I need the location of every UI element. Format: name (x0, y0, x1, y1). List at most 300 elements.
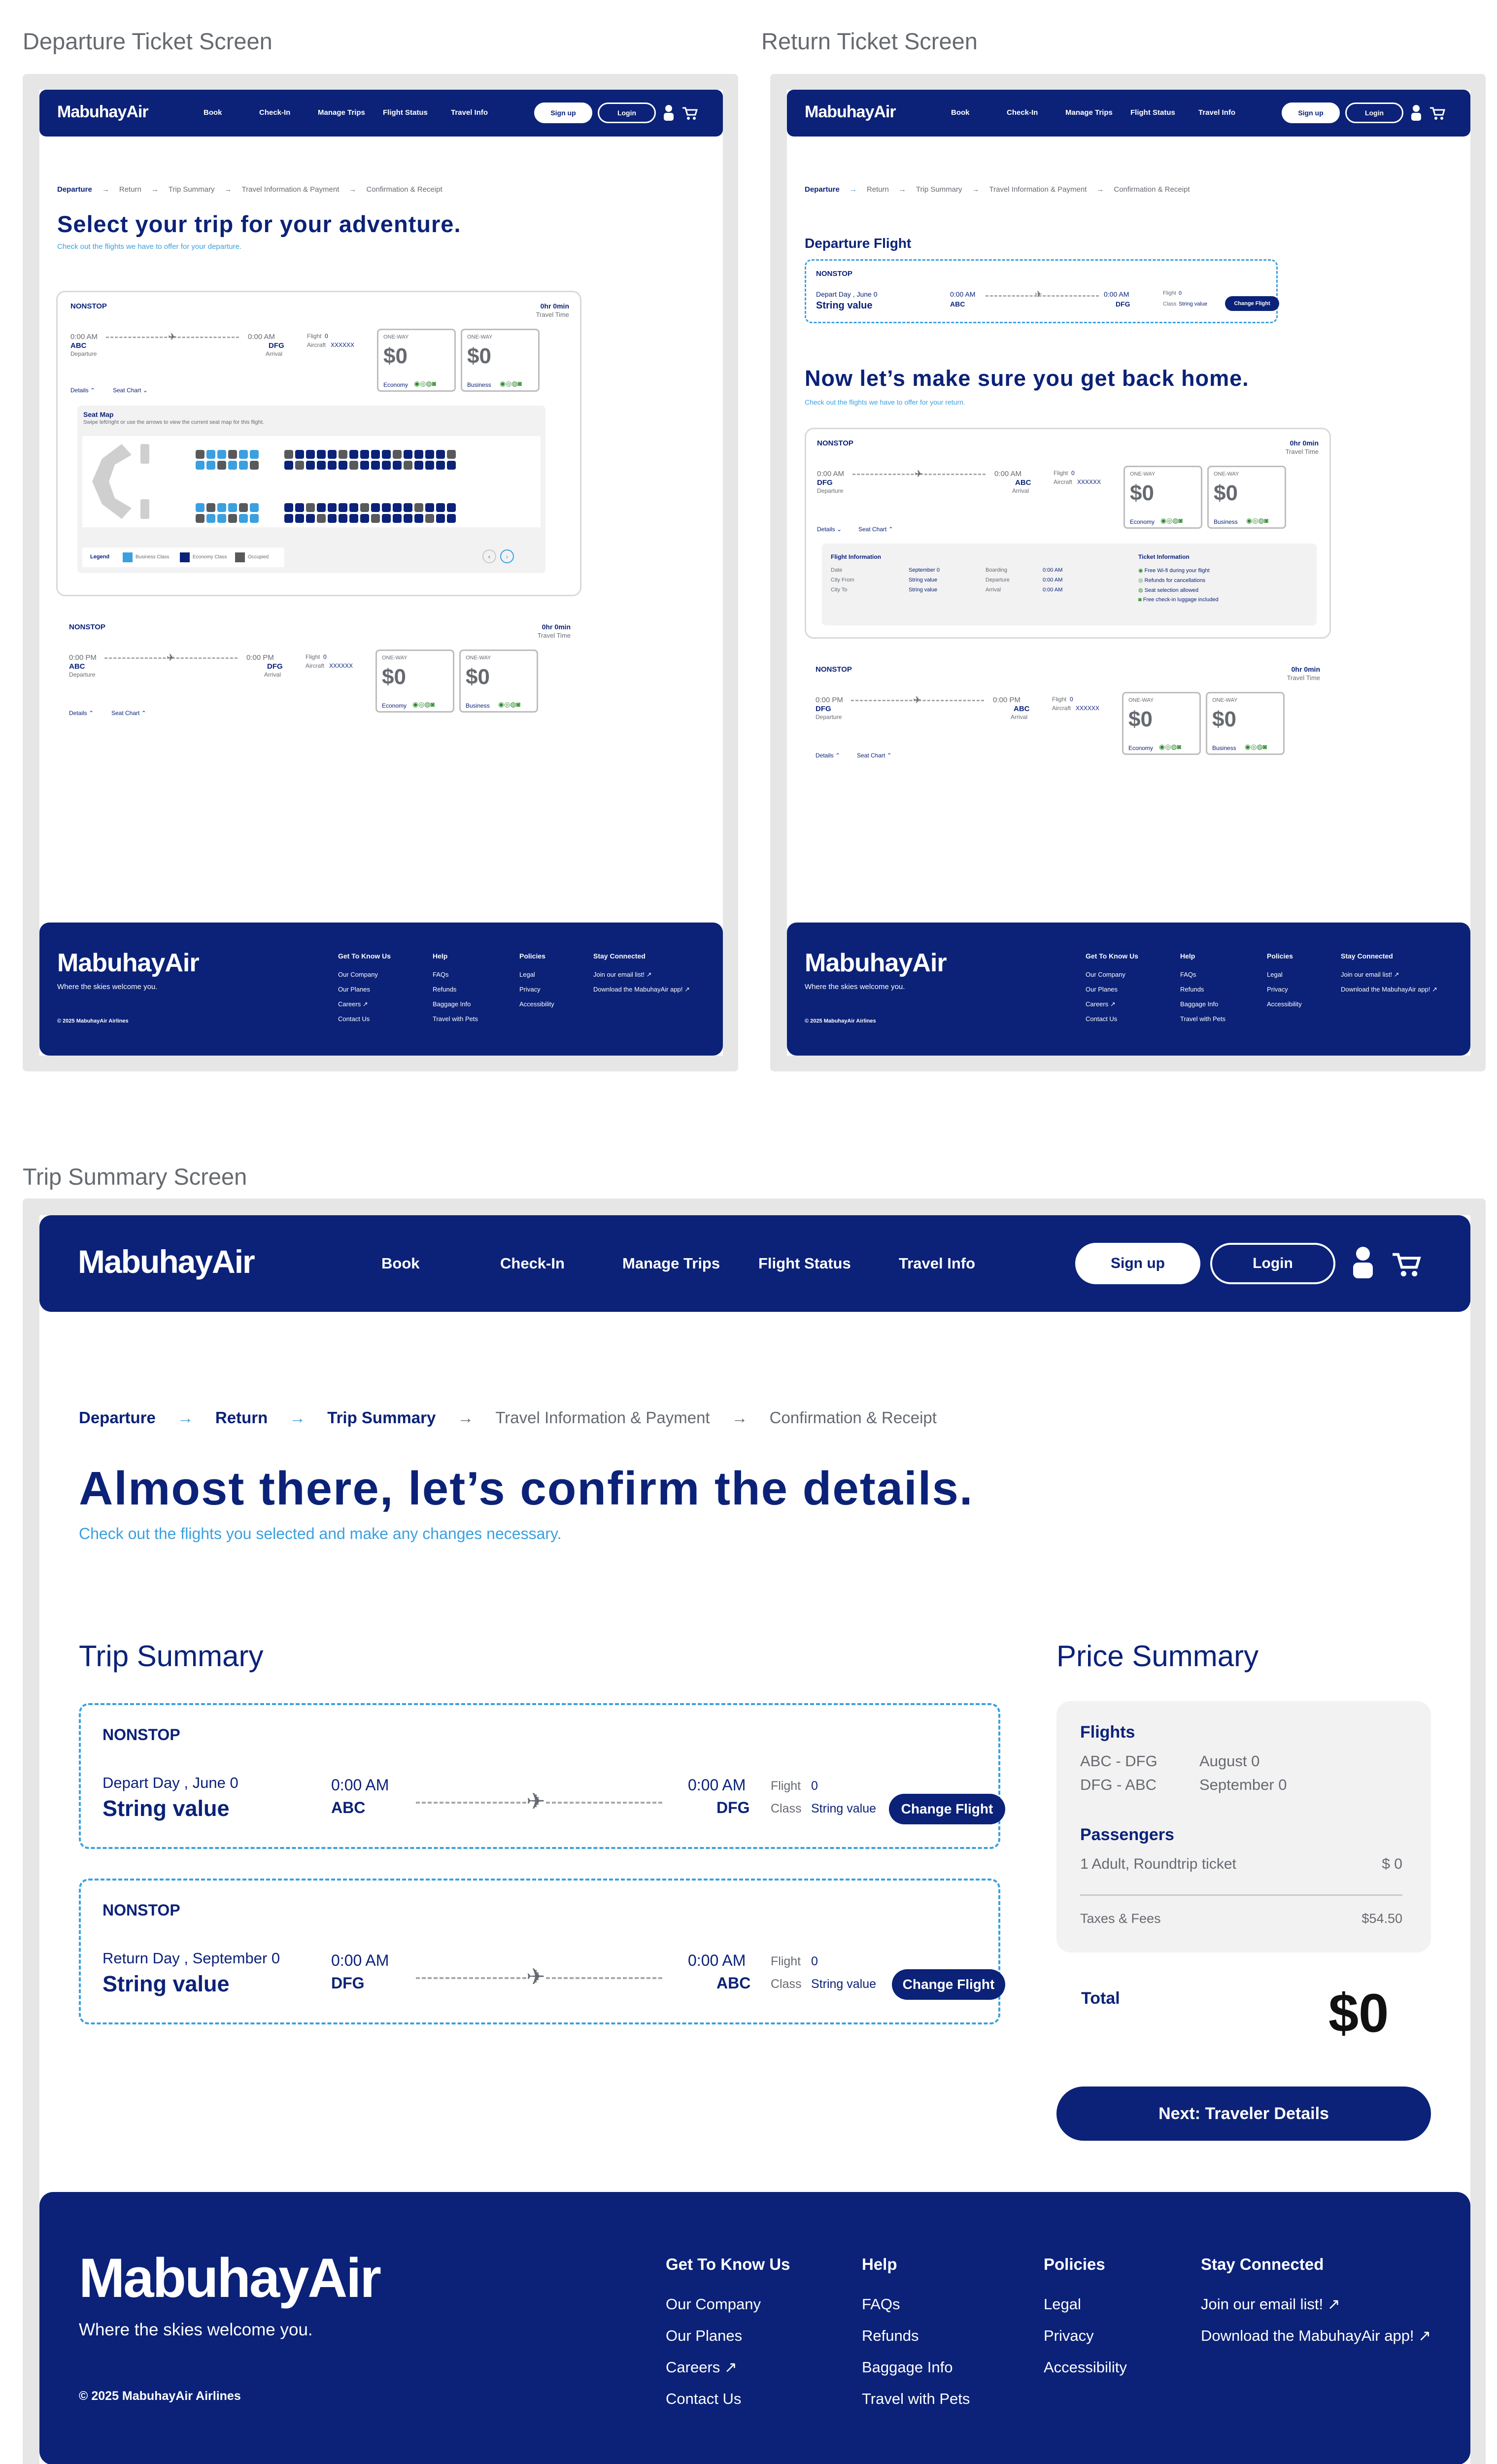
seat[interactable] (317, 514, 326, 523)
footer-link[interactable]: Privacy (519, 986, 541, 993)
business-label: Business (1212, 745, 1236, 752)
route-1-date: August 0 (1199, 1752, 1260, 1770)
crumb-departure[interactable]: Departure (79, 1408, 156, 1427)
aircraft-value: XXXXXX (331, 342, 355, 348)
seat[interactable] (393, 503, 402, 512)
nav-check-in[interactable]: Check-In (500, 1255, 565, 1272)
arr-code: ABC (716, 1974, 751, 1992)
login-button[interactable]: Login (598, 103, 656, 123)
flight-label: Flight (306, 653, 320, 660)
luggage-icon: ◙ (1138, 597, 1142, 603)
footer-link[interactable]: Download the MabuhayAir app! ↗ (593, 986, 690, 993)
page-title: Select your trip for your adventure. (57, 211, 461, 237)
nav-flight-status[interactable]: Flight Status (1130, 108, 1175, 117)
crumb-return[interactable]: Return (866, 185, 889, 194)
crumb-return[interactable]: Return (215, 1408, 268, 1427)
arr-time: 0:00 AM (688, 1951, 746, 1969)
footer-col-title: Get To Know Us (1086, 952, 1139, 960)
seat[interactable] (425, 461, 434, 470)
seat[interactable] (328, 514, 337, 523)
seat[interactable] (436, 461, 445, 470)
seat[interactable] (382, 514, 391, 523)
seat-map-next-button[interactable]: › (500, 549, 514, 563)
crumb-trip-summary[interactable]: Trip Summary (327, 1408, 436, 1427)
seat[interactable] (436, 503, 445, 512)
economy-fare-box[interactable] (1122, 692, 1201, 755)
user-icon[interactable] (1352, 1246, 1374, 1279)
seat[interactable] (306, 450, 315, 459)
footer-link[interactable]: Our Company (666, 2295, 761, 2313)
seat[interactable] (228, 503, 237, 512)
footer-link[interactable]: Baggage Info (433, 1000, 471, 1008)
aircraft-value: XXXXXX (1076, 705, 1100, 712)
economy-price: $0 (1130, 481, 1154, 505)
signup-button[interactable]: Sign up (1075, 1243, 1200, 1284)
economy-fare-box[interactable] (375, 650, 454, 713)
crumb-confirmation[interactable]: Confirmation & Receipt (366, 185, 442, 194)
legend-occupied-swatch (235, 552, 245, 562)
crumb-travel-info[interactable]: Travel Information & Payment (241, 185, 340, 194)
arr-label: Arrival (1011, 714, 1028, 720)
footer-link[interactable]: FAQs (862, 2295, 900, 2313)
seat[interactable] (217, 514, 226, 523)
change-flight-button[interactable]: Change Flight (889, 1794, 1005, 1824)
seat[interactable] (284, 514, 293, 523)
total-value: $0 (1328, 1983, 1389, 2044)
seat[interactable] (196, 461, 204, 470)
aircraft-label: Aircraft (1052, 705, 1071, 712)
details-toggle[interactable]: Details ⌃ (70, 387, 96, 394)
arr-code: DFG (267, 662, 283, 671)
arr-label: Arrival (1012, 487, 1029, 494)
seat-chart-toggle[interactable]: Seat Chart ⌄ (113, 387, 148, 394)
seat[interactable] (239, 450, 248, 459)
travel-duration: 0hr 0min (542, 623, 571, 631)
seat[interactable] (328, 461, 337, 470)
business-label: Business (1214, 518, 1238, 525)
seat[interactable] (306, 461, 315, 470)
class-value: String value (811, 1977, 877, 1991)
one-way-label: ONE-WAY (1128, 697, 1154, 703)
crumb-travel-info[interactable]: Travel Information & Payment (495, 1408, 710, 1427)
seat[interactable] (217, 461, 226, 470)
seat[interactable] (404, 514, 412, 523)
nav-travel-info[interactable]: Travel Info (899, 1255, 976, 1272)
dep-code: ABC (331, 1799, 366, 1816)
nav-travel-info[interactable]: Travel Info (451, 108, 488, 117)
seat[interactable] (295, 503, 304, 512)
nonstop-label: NONSTOP (102, 1726, 180, 1744)
footer-logo: MabuhayAir (805, 949, 947, 977)
seat[interactable] (328, 450, 337, 459)
plane-icon: ✈ (526, 1964, 545, 1989)
seat[interactable] (339, 514, 347, 523)
nav-travel-info[interactable]: Travel Info (1198, 108, 1236, 117)
seat[interactable] (371, 461, 380, 470)
seat[interactable] (284, 503, 293, 512)
seat[interactable] (447, 514, 456, 523)
arrow-right-icon: → (731, 1408, 748, 1427)
seat[interactable] (339, 503, 347, 512)
class-value: String value (811, 1802, 877, 1815)
footer-link[interactable]: Contact Us (1086, 1015, 1118, 1023)
seat[interactable] (349, 503, 358, 512)
arr-code: DFG (269, 342, 284, 350)
seat[interactable] (228, 514, 237, 523)
seat[interactable] (206, 503, 215, 512)
footer-link[interactable]: Our Planes (666, 2327, 743, 2344)
nav-manage-trips[interactable]: Manage Trips (318, 108, 365, 117)
arr-time: 0:00 AM (688, 1776, 746, 1794)
business-fare-box[interactable] (1206, 692, 1285, 755)
footer-link[interactable]: Our Company (1086, 971, 1125, 978)
selected-departure-card (805, 259, 1278, 323)
amenity-icons: ◉◎◍◙ (500, 379, 522, 387)
seat[interactable] (349, 514, 358, 523)
seat-icon: ◍ (1138, 587, 1143, 593)
page-title: Almost there, let’s confirm the details. (79, 1462, 974, 1515)
seat[interactable] (196, 450, 204, 459)
seat-map-title: Seat Map (83, 411, 114, 418)
footer-link[interactable]: Our Planes (338, 986, 371, 993)
flight-number: 0 (811, 1954, 818, 1968)
seat-map-prev-button[interactable]: ‹ (482, 549, 496, 563)
one-way-label: ONE-WAY (466, 655, 491, 661)
seat[interactable] (250, 450, 259, 459)
seat[interactable] (447, 450, 456, 459)
seat[interactable] (360, 503, 369, 512)
footer-link[interactable]: Download the MabuhayAir app! ↗ (1201, 2327, 1431, 2344)
footer-link[interactable]: Baggage Info (1180, 1000, 1219, 1008)
details-toggle[interactable]: Details ⌃ (816, 752, 841, 759)
logo[interactable]: MabuhayAir (805, 103, 896, 121)
details-toggle[interactable]: Details ⌃ (69, 710, 94, 717)
footer-link[interactable]: Travel with Pets (1180, 1015, 1225, 1023)
footer-link[interactable]: Join our email list! ↗ (1341, 971, 1399, 978)
arr-time: 0:00 AM (994, 470, 1022, 478)
dep-code: ABC (70, 342, 87, 350)
signup-button[interactable]: Sign up (1282, 103, 1340, 123)
plane-icon: ✈ (913, 695, 921, 706)
trip-card (79, 1703, 1000, 1849)
seat-chart-toggle[interactable]: Seat Chart ⌃ (111, 710, 146, 717)
seat[interactable] (239, 503, 248, 512)
travel-duration: 0hr 0min (1290, 439, 1319, 447)
footer-link[interactable]: Travel with Pets (433, 1015, 478, 1023)
footer-link[interactable]: Legal (1044, 2295, 1081, 2313)
seat[interactable] (404, 461, 412, 470)
nav-book[interactable]: Book (204, 108, 222, 117)
economy-label: Economy (383, 381, 408, 388)
seat[interactable] (393, 450, 402, 459)
seat[interactable] (228, 450, 237, 459)
seat[interactable] (196, 503, 204, 512)
top-nav (39, 1215, 1470, 1312)
footer-link[interactable]: Refunds (433, 986, 457, 993)
footer-link[interactable]: Legal (1267, 971, 1283, 978)
business-price: $0 (467, 344, 491, 368)
breadcrumb (79, 1408, 937, 1427)
seat[interactable] (239, 461, 248, 470)
crumb-departure[interactable]: Departure (805, 185, 840, 194)
flight-card[interactable] (56, 291, 581, 596)
seat[interactable] (295, 450, 304, 459)
nav-flight-status[interactable]: Flight Status (383, 108, 428, 117)
seat[interactable] (425, 514, 434, 523)
logo[interactable]: MabuhayAir (57, 103, 148, 121)
dep-time: 0:00 AM (331, 1951, 389, 1969)
crumb-return[interactable]: Return (119, 185, 141, 194)
seat[interactable] (306, 503, 315, 512)
arrow-right-icon: → (1096, 185, 1104, 194)
footer-link[interactable]: Careers ↗ (666, 2359, 737, 2376)
price-summary-title: Price Summary (1056, 1640, 1259, 1673)
seat[interactable] (447, 503, 456, 512)
passenger-line: 1 Adult, Roundtrip ticket (1080, 1856, 1236, 1872)
footer-link[interactable]: Our Planes (1086, 986, 1118, 993)
footer-link[interactable]: Join our email list! ↗ (593, 971, 652, 978)
footer-link[interactable]: FAQs (433, 971, 449, 978)
plane-icon: ✈ (1035, 289, 1043, 299)
crumb-confirmation[interactable]: Confirmation & Receipt (769, 1408, 937, 1427)
crumb-trip-summary[interactable]: Trip Summary (916, 185, 962, 194)
seat[interactable] (414, 514, 423, 523)
arr-label: Arrival (264, 671, 281, 678)
dep-code: ABC (69, 662, 85, 671)
arr-time: 0:00 AM (1104, 290, 1129, 298)
footer-link[interactable]: Contact Us (666, 2390, 742, 2407)
nav-check-in[interactable]: Check-In (259, 108, 291, 117)
signup-button[interactable]: Sign up (534, 103, 592, 123)
footer-col-title: Stay Connected (1341, 952, 1393, 960)
return-day-label: Return Day , September 0 (102, 1950, 280, 1967)
travel-time-label: Travel Time (1285, 448, 1319, 455)
business-fare-box[interactable] (1207, 466, 1286, 529)
legend-title: Legend (90, 554, 110, 560)
seat[interactable] (328, 503, 337, 512)
footer-col-title: Policies (519, 952, 545, 960)
nav-book[interactable]: Book (951, 108, 970, 117)
seat[interactable] (196, 514, 204, 523)
seat[interactable] (284, 461, 293, 470)
seat[interactable] (206, 461, 215, 470)
seat-chart-toggle[interactable]: Seat Chart ⌃ (858, 526, 893, 533)
seat[interactable] (360, 461, 369, 470)
business-price: $0 (466, 665, 490, 689)
user-icon[interactable] (663, 104, 674, 121)
change-flight-button[interactable]: Change Flight (1225, 296, 1279, 311)
arr-code: DFG (1116, 300, 1130, 308)
footer-col-title: Help (1180, 952, 1195, 960)
footer-link[interactable]: Legal (519, 971, 535, 978)
footer-link[interactable]: FAQs (1180, 971, 1196, 978)
seat[interactable] (382, 461, 391, 470)
seat[interactable] (414, 503, 423, 512)
seat[interactable] (414, 450, 423, 459)
footer-link[interactable]: Privacy (1044, 2327, 1094, 2344)
amenity-icons: ◉◎◍◙ (1245, 743, 1267, 751)
footer-link[interactable]: Baggage Info (862, 2359, 953, 2376)
plane-icon: ✈ (526, 1788, 545, 1814)
footer-link[interactable]: Careers ↗ (338, 1000, 368, 1008)
seat[interactable] (425, 450, 434, 459)
depart-day-label: Depart Day , June 0 (102, 1774, 238, 1791)
seat[interactable] (436, 514, 445, 523)
business-fare-box[interactable] (459, 650, 538, 713)
seat[interactable] (217, 450, 226, 459)
class-value: String value (1179, 301, 1208, 307)
arr-label: Arrival (266, 350, 283, 357)
passenger-price: $ 0 (1382, 1856, 1402, 1872)
plane-icon: ✈ (915, 469, 923, 479)
arrival-label: Arrival (986, 587, 1001, 593)
summary-screen-label: Trip Summary Screen (23, 1164, 247, 1190)
seat[interactable] (206, 450, 215, 459)
footer-link[interactable]: Accessibility (1267, 1000, 1302, 1008)
seat[interactable] (382, 450, 391, 459)
seat[interactable] (371, 503, 380, 512)
seat[interactable] (317, 450, 326, 459)
crumb-confirmation[interactable]: Confirmation & Receipt (1114, 185, 1190, 194)
seat[interactable] (250, 514, 259, 523)
flight-card[interactable] (56, 612, 581, 730)
user-icon[interactable] (1411, 104, 1422, 121)
seat[interactable] (206, 514, 215, 523)
travel-time-label: Travel Time (536, 311, 569, 318)
top-nav (39, 90, 723, 137)
breadcrumb (57, 185, 442, 194)
seat[interactable] (250, 503, 259, 512)
footer-link[interactable]: Accessibility (519, 1000, 554, 1008)
plane-icon: ✈ (168, 332, 176, 342)
legend-business: Business Class (136, 554, 170, 560)
logo[interactable]: MabuhayAir (78, 1243, 254, 1280)
total-label: Total (1081, 1989, 1120, 2008)
plane-icon: ✈ (167, 652, 175, 663)
flight-info-title: Flight Information (831, 553, 881, 560)
arr-time: 0:00 AM (248, 333, 275, 341)
summary-page (39, 1215, 1470, 2464)
price-summary-panel (1056, 1701, 1431, 1952)
class-label: Class (771, 1977, 802, 1991)
footer-tagline: Where the skies welcome you. (805, 983, 905, 991)
seat-map-canvas[interactable] (82, 436, 541, 527)
seat[interactable] (425, 503, 434, 512)
seat[interactable] (371, 450, 380, 459)
seat[interactable] (371, 514, 380, 523)
page-subtitle: Check out the flights we have to offer for your return. (805, 398, 965, 406)
legend-business-swatch (123, 552, 133, 562)
cart-icon[interactable] (1392, 1252, 1421, 1277)
nav-book[interactable]: Book (381, 1255, 420, 1272)
footer-link[interactable]: Refunds (862, 2327, 919, 2344)
footer-link[interactable]: Accessibility (1044, 2359, 1127, 2376)
seat[interactable] (306, 514, 315, 523)
footer-link[interactable]: Our Company (338, 971, 378, 978)
economy-fare-box[interactable] (1123, 466, 1202, 529)
city-from-label: City From (831, 577, 854, 583)
amenity-icons: ◉◎◍◙ (414, 379, 437, 387)
seat[interactable] (217, 503, 226, 512)
nav-manage-trips[interactable]: Manage Trips (1065, 108, 1113, 117)
seat[interactable] (339, 450, 347, 459)
seat[interactable] (295, 461, 304, 470)
trip-card (79, 1879, 1000, 2024)
flight-card[interactable] (805, 428, 1331, 639)
seat[interactable] (317, 503, 326, 512)
seat[interactable] (414, 461, 423, 470)
travel-duration: 0hr 0min (1291, 665, 1320, 673)
flight-label: Flight (771, 1954, 801, 1968)
economy-fare-box[interactable] (377, 329, 456, 392)
seat[interactable] (284, 450, 293, 459)
seat[interactable] (436, 450, 445, 459)
seat[interactable] (317, 461, 326, 470)
nav-check-in[interactable]: Check-In (1007, 108, 1038, 117)
taxes-label: Taxes & Fees (1080, 1911, 1161, 1926)
footer-link[interactable]: Careers ↗ (1086, 1000, 1116, 1008)
footer-link[interactable]: Join our email list! ↗ (1201, 2295, 1340, 2313)
footer-link[interactable]: Contact Us (338, 1015, 370, 1023)
seat[interactable] (393, 461, 402, 470)
dep-code: ABC (950, 300, 965, 308)
cart-icon[interactable] (682, 106, 698, 120)
change-flight-button[interactable]: Change Flight (892, 1969, 1005, 2000)
seat[interactable] (250, 461, 259, 470)
perk-wifi: ◉ Free Wi-fi during your flight (1138, 568, 1210, 574)
seat[interactable] (393, 514, 402, 523)
seat[interactable] (339, 461, 347, 470)
crumb-trip-summary[interactable]: Trip Summary (168, 185, 215, 194)
crumb-travel-info[interactable]: Travel Information & Payment (989, 185, 1087, 194)
route-1: ABC - DFG (1080, 1752, 1157, 1770)
footer-link[interactable]: Privacy (1267, 986, 1288, 993)
nav-flight-status[interactable]: Flight Status (758, 1255, 851, 1272)
seat[interactable] (404, 450, 412, 459)
seat[interactable] (447, 461, 456, 470)
seat[interactable] (404, 503, 412, 512)
seat[interactable] (349, 461, 358, 470)
seat[interactable] (382, 503, 391, 512)
seat[interactable] (239, 514, 248, 523)
business-fare-box[interactable] (461, 329, 540, 392)
one-way-label: ONE-WAY (1214, 471, 1239, 477)
footer-link[interactable]: Refunds (1180, 986, 1204, 993)
nav-manage-trips[interactable]: Manage Trips (622, 1255, 720, 1272)
crumb-departure[interactable]: Departure (57, 185, 92, 194)
seat[interactable] (295, 514, 304, 523)
arr-time: 0:00 PM (246, 653, 274, 662)
aircraft-value: XXXXXX (329, 662, 353, 669)
flight-card[interactable] (805, 654, 1331, 773)
footer-link[interactable]: Download the MabuhayAir app! ↗ (1341, 986, 1437, 993)
seat[interactable] (360, 450, 369, 459)
next-traveler-details-button[interactable]: Next: Traveler Details (1056, 2087, 1431, 2141)
footer-col-title: Stay Connected (1201, 2255, 1324, 2273)
footer-link[interactable]: Travel with Pets (862, 2390, 970, 2407)
wifi-icon: ◉ (1138, 568, 1143, 574)
footer-col-title: Help (433, 952, 448, 960)
dep-time: 0:00 AM (70, 333, 98, 341)
login-button[interactable]: Login (1210, 1243, 1335, 1284)
details-toggle[interactable]: Details ⌄ (817, 526, 842, 533)
seat[interactable] (360, 514, 369, 523)
seat-chart-toggle[interactable]: Seat Chart ⌃ (857, 752, 892, 759)
login-button[interactable]: Login (1345, 103, 1403, 123)
seat[interactable] (228, 461, 237, 470)
cart-icon[interactable] (1429, 106, 1445, 120)
seat[interactable] (349, 450, 358, 459)
